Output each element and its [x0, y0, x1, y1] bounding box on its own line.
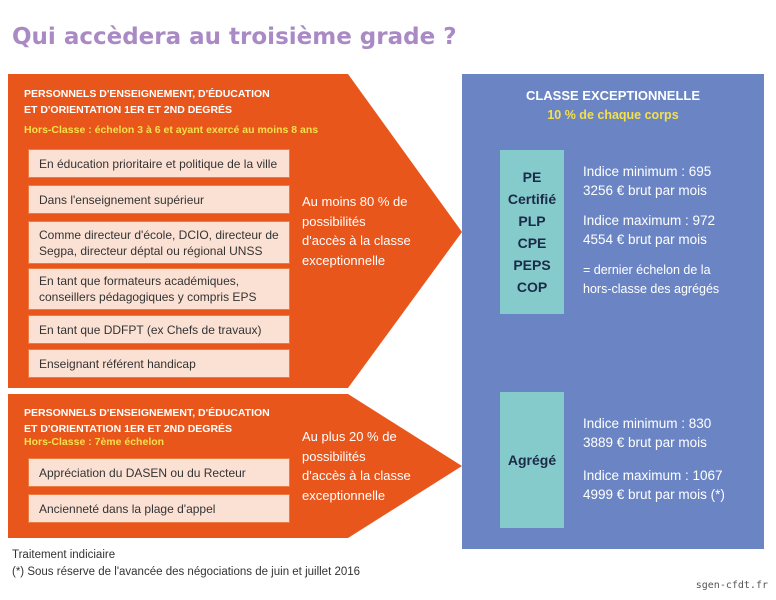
- group2-min-label: Indice minimum : 830: [583, 416, 712, 431]
- bottom-share-line: d'accès à la classe: [302, 468, 411, 483]
- criterion-text: Dans l'enseignement supérieur: [39, 192, 205, 207]
- top-header-line1: PERSONNELS D'ENSEIGNEMENT, D'ÉDUCATION: [24, 88, 270, 100]
- criterion-box: [28, 185, 290, 214]
- criterion-box: [28, 458, 290, 487]
- corps-box-group2: [500, 392, 564, 528]
- group1-min: [583, 162, 711, 200]
- top-share-line: Au moins 80 % de: [302, 194, 408, 209]
- corps-label: Agrégé: [507, 452, 557, 468]
- bottom-share-text: [302, 427, 452, 505]
- bottom-share-line: possibilités: [302, 448, 366, 464]
- criterion-text: En éducation prioritaire et politique de la ville: [39, 156, 278, 171]
- bottom-arrow-header: [24, 405, 270, 437]
- group1-min-pay: 3256 € brut par mois: [583, 183, 707, 198]
- criterion-box: [28, 268, 290, 310]
- top-share-line: possibilités: [302, 213, 366, 229]
- criterion-box: [28, 315, 290, 344]
- top-arrow-condition: Hors-Classe : échelon 3 à 6 et ayant exercé au moins 8 ans: [24, 124, 319, 136]
- group1-max-pay: 4554 € brut par mois: [583, 232, 707, 247]
- bottom-header-line1: PERSONNELS D'ENSEIGNEMENT, D'ÉDUCATION: [24, 407, 270, 419]
- corps-label: Certifié: [507, 191, 557, 207]
- top-arrow-header: [24, 86, 270, 118]
- criterion-text: conseillers pédagogiques y compris EPS: [39, 290, 257, 304]
- corps-label: CPE: [517, 235, 547, 251]
- top-share-text: [302, 192, 452, 270]
- criterion-text: En tant que formateurs académiques,: [39, 274, 240, 288]
- corps-label: PEPS: [513, 257, 551, 273]
- criterion-box: [28, 149, 290, 178]
- criterion-text: Comme directeur d'école, DCIO, directeur de: [39, 227, 279, 242]
- corps-label: PLP: [518, 213, 546, 229]
- group2-max-label: Indice maximum : 1067: [583, 468, 723, 483]
- criterion-text: Enseignant référent handicap: [39, 356, 196, 371]
- bottom-share-line: Au plus 20 % de: [302, 429, 397, 444]
- group1-min-label: Indice minimum : 695: [583, 164, 712, 179]
- bottom-arrow-condition: Hors-Classe : 7ème échelon: [24, 436, 165, 448]
- top-share-line: exceptionnelle: [302, 252, 386, 268]
- group1-note-line: = dernier échelon de la: [583, 263, 711, 277]
- corps-label: COP: [516, 279, 548, 295]
- page-title: Qui accèdera au troisième grade ?: [12, 24, 457, 50]
- bottom-share-line: exceptionnelle: [302, 487, 386, 503]
- group1-max: [583, 211, 715, 249]
- criterion-text: En tant que DDFPT (ex Chefs de travaux): [39, 322, 262, 337]
- footer-line1: Traitement indiciaire: [12, 549, 116, 561]
- criterion-text: Appréciation du DASEN ou du Recteur: [39, 465, 246, 480]
- group2-min: [583, 414, 711, 452]
- panel-title: CLASSE EXCEPTIONNELLE: [525, 88, 701, 103]
- group2-min-pay: 3889 € brut par mois: [583, 435, 707, 450]
- group2-max: [583, 466, 725, 504]
- criterion-box: [28, 494, 290, 523]
- site-url: sgen-cfdt.fr: [695, 580, 768, 591]
- top-share-line: d'accès à la classe: [302, 233, 411, 248]
- criterion-box: [28, 221, 290, 264]
- bottom-header-line2: ET D'ORIENTATION 1ER ET 2ND DEGRÉS: [24, 423, 233, 435]
- corps-label: PE: [522, 169, 542, 185]
- group1-note: [583, 261, 719, 299]
- panel-subtitle: 10 % de chaque corps: [547, 108, 679, 122]
- criterion-box: [28, 349, 290, 378]
- criterion-text: Ancienneté dans la plage d'appel: [39, 501, 216, 516]
- group1-max-label: Indice maximum : 972: [583, 213, 716, 228]
- top-header-line2: ET D'ORIENTATION 1ER ET 2ND DEGRÉS: [24, 104, 233, 116]
- criterion-text: Segpa, directeur déptal ou régional UNSS: [39, 243, 263, 258]
- corps-box-group1: [500, 150, 564, 314]
- footer-line2: (*) Sous réserve de l'avancée des négociations de juin et juillet 2016: [12, 566, 361, 578]
- group2-max-pay: 4999 € brut par mois (*): [583, 487, 725, 502]
- group1-note-line: hors-classe des agrégés: [583, 282, 720, 296]
